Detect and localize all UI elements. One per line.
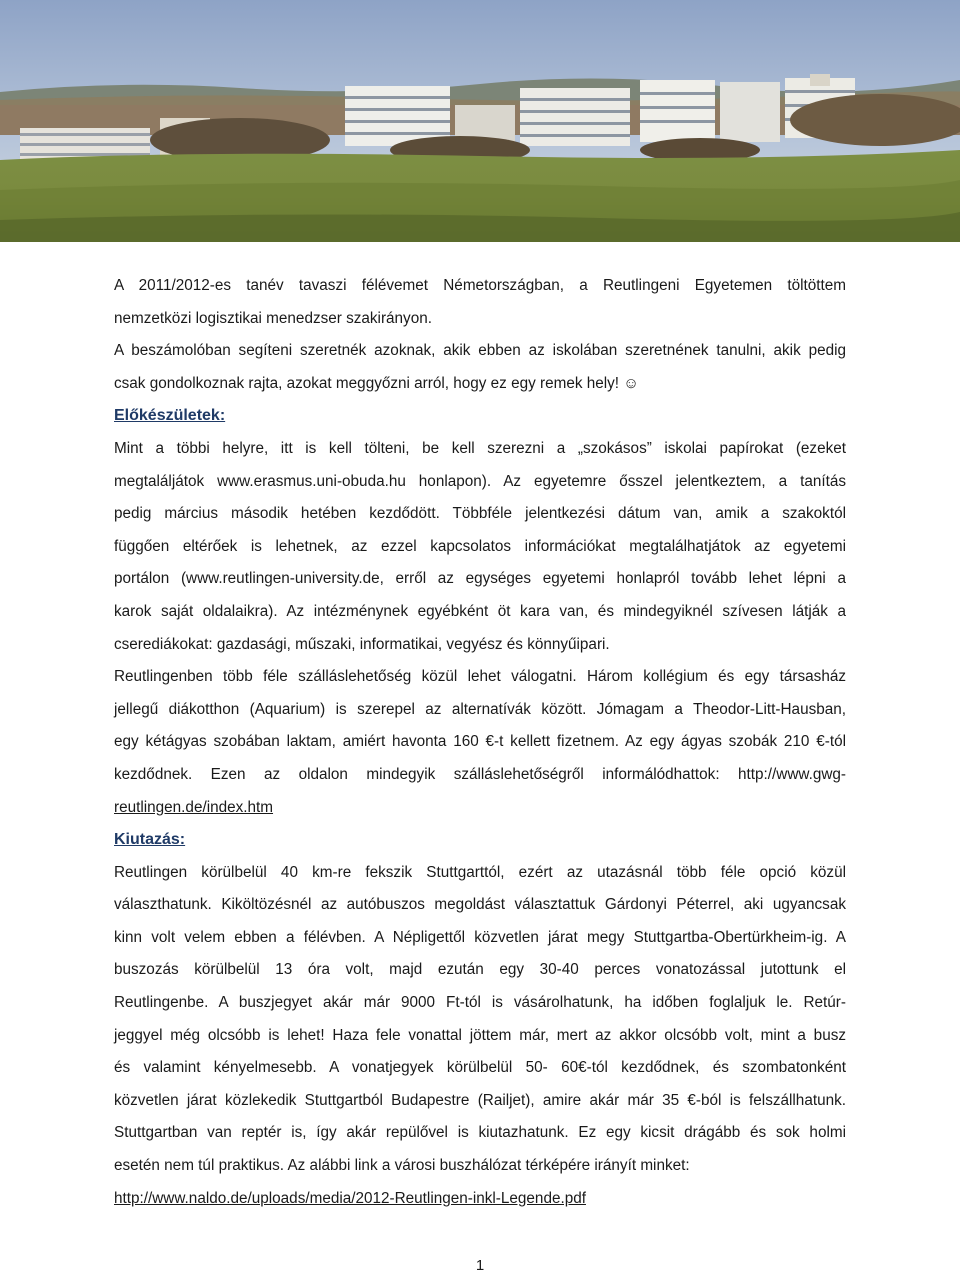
heading-text: Előkészületek: [114,407,226,425]
text-line [114,368,846,401]
text-line [114,303,846,336]
text-line [114,759,846,792]
paragraph-text: választhatunk. Kiköltözésnél az autóbuszos megoldást választattuk Gárdonyi Péterrel, aki ugyancsak [114,896,846,914]
paragraph-text: jellegű diákotthon (Aquarium) is szerepel az alternatívák között. Jómagam a Theodor-Litt-Hausban, [114,700,846,718]
paragraph-text: Stuttgartban van reptér is, így akár repülővel is kiutazhatunk. Ez egy kicsit drágább és sok holmi [114,1124,846,1142]
paragraph-text: Reutlingenben több féle szálláslehetőség közül lehet válogatni. Három kollégium és egy társasház [114,668,846,686]
section-heading [114,400,846,433]
text-line [114,726,846,759]
campus-banner-image [0,0,960,242]
paragraph-text: esetén nem túl praktikus. Az alábbi link a városi buszhálózat térképére irányít minket: [114,1157,690,1175]
paragraph-text: A 2011/2012-es tanév tavaszi félévemet Németországban, a Reutlingeni Egyetemen töltöttem [114,277,846,294]
text-line [114,954,846,987]
paragraph-text: függően eltérőek is lehetnek, az ezzel kapcsolatos információkat megtalálhatjátok az egyetemi [114,537,846,555]
link-line[interactable] [114,1183,846,1216]
text-line [114,1052,846,1085]
hyperlink[interactable]: http://www.naldo.de/uploads/media/2012-Reutlingen-inkl-Legende.pdf [114,1189,586,1207]
paragraph-text: A beszámolóban segíteni szeretnék azoknak, akik ebben az iskolában szeretnének tanulni, akik pedig [114,342,846,360]
text-line [114,889,846,922]
text-line [114,1150,846,1183]
text-line [114,596,846,629]
text-line [114,433,846,466]
text-line [114,629,846,662]
page-number: 1 [475,1257,485,1274]
text-line [114,857,846,890]
paragraph-text: kezdődnek. Ezen az oldalon mindegyik szálláslehetőségről informálódhattok: http://www.gwg- [114,765,846,783]
paragraph-text: jeggyel még olcsóbb is lehet! Haza fele vonattal jöttem már, mert az akkor olcsóbb volt, mint a busz [114,1026,846,1044]
text-line [114,987,846,1020]
text-line [114,498,846,531]
text-line [114,1117,846,1150]
hyperlink[interactable]: reutlingen.de/index.htm [114,798,274,816]
paragraph-text: cserediákokat: gazdasági, műszaki, informatikai, vegyész és könnyűipari. [114,635,610,653]
paragraph-text: Reutlingenbe. A buszjegyet akár már 9000 Ft-tól is vásárolhatunk, ha időben foglaljuk le. Retúr- [114,994,846,1012]
paragraph-text: pedig március második hetében kezdődött. Többféle jelentkezési dátum van, amik a szakoktól [114,505,846,523]
section-heading [114,824,846,857]
paragraph-text: portálon (www.reutlingen-university.de, erről az egységes egyetemi honlapról tovább lehet lépni a [114,570,846,588]
document-body [114,270,846,1215]
text-line [114,563,846,596]
paragraph-text: nemzetközi logisztikai menedzser szakirányon. [114,309,432,327]
paragraph-text: közvetlen járat közlekedik Stuttgartból Budapestre (Railjet), amire akár már 35 €-ból is felszállhatunk. [114,1091,846,1109]
paragraph-text: és valamint kényelmesebb. A vonatjegyek körülbelül 50- 60€-tól kezdődnek, és szombatonként [114,1059,846,1077]
link-line[interactable] [114,792,846,825]
text-line [114,694,846,727]
text-line [114,922,846,955]
text-line [114,661,846,694]
text-line [114,466,846,499]
paragraph-text: csak gondolkoznak rajta, azokat meggyőzni arról, hogy ez egy remek hely! ☺ [114,374,639,392]
paragraph-text: egy kétágyas szobában laktam, amiért havonta 160 €-t kellett fizetnem. Az egy ágyas szobák 210 €-tól [114,733,846,751]
paragraph-text: karok saját oldalaikra). Az intézménynek egyébként öt kara van, és mindegyiknél szívesen látják a [114,602,846,620]
paragraph-text: Reutlingen körülbelül 40 km-re fekszik Stuttgarttól, ezért az utazásnál több féle opció közül [114,863,846,881]
text-line [114,1020,846,1053]
text-line [114,270,846,303]
paragraph-text: megtaláljátok www.erasmus.uni-obuda.hu honlapon). Az egyetemre ősszel jelentkeztem, a tanítás [114,472,846,490]
paragraph-text: buszozás körülbelül 13 óra volt, majd ezután egy 30-40 perces vonatozással jutottunk el [114,961,846,979]
paragraph-text: Mint a többi helyre, itt is kell tölteni, be kell szerezni a „szokásos” iskolai papírokat (ezeket [114,439,846,457]
heading-text: Kiutazás: [114,831,186,849]
text-line [114,335,846,368]
text-line [114,1085,846,1118]
paragraph-text: kinn volt velem ebben a félévben. A Népligettől közvetlen járat megy Stuttgartba-Obertürkheim-ig. A [114,928,846,946]
text-line [114,531,846,564]
campus-photo [0,0,960,242]
